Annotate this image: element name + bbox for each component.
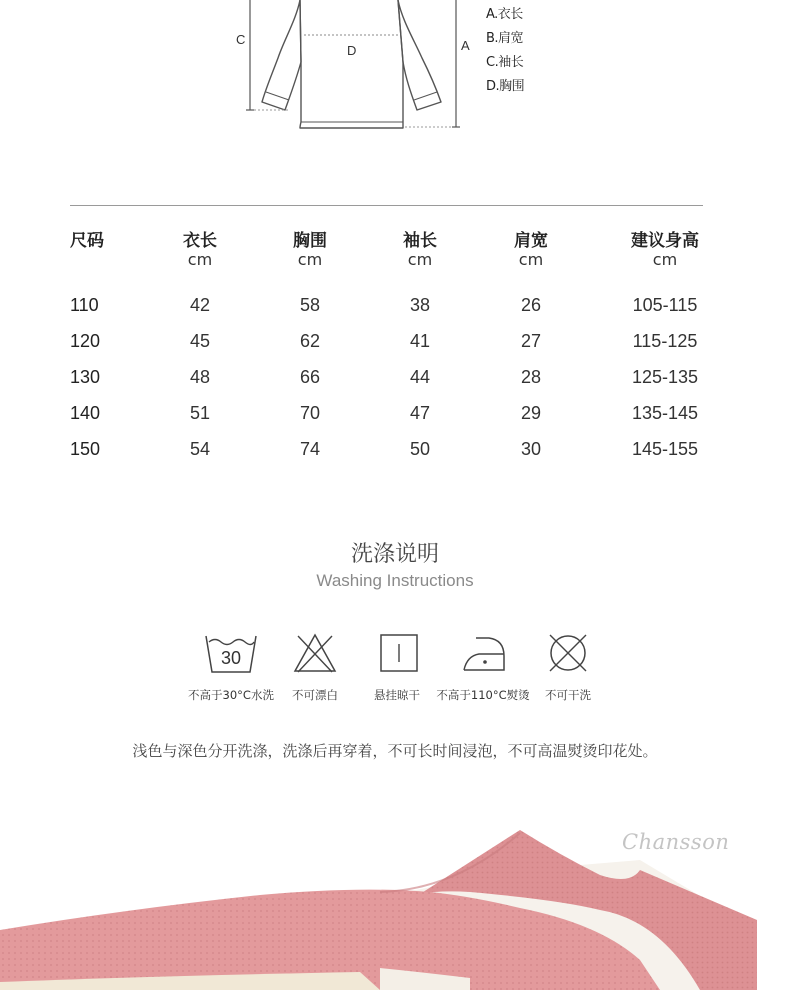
header-size: 尺码 xyxy=(70,231,104,251)
washing-note: 浅色与深色分开洗涤，洗涤后再穿着，不可长时间浸泡，不可高温熨烫印花处。 xyxy=(132,742,658,760)
table-cell: 105-115 xyxy=(632,295,698,315)
washing-subtitle: Washing Instructions xyxy=(316,571,474,590)
table-cell: 135-145 xyxy=(631,403,699,423)
table-cell: 51 xyxy=(189,403,211,423)
legend-a: A.衣长 xyxy=(486,7,523,22)
table-cell-size: 110 xyxy=(70,295,99,315)
wash-30-icon xyxy=(204,633,258,675)
legend-b: B.肩宽 xyxy=(486,31,524,46)
washing-title: 洗涤说明 xyxy=(350,542,439,567)
header-length: 衣长 cm xyxy=(183,231,217,269)
header-height: 建议身高 cm xyxy=(631,231,699,269)
no-bleach-label: 不可漂白 xyxy=(292,688,338,702)
table-cell: 115-125 xyxy=(632,331,698,351)
table-cell: 50 xyxy=(409,439,431,459)
table-cell: 74 xyxy=(299,439,321,459)
table-cell: 41 xyxy=(409,331,431,351)
iron-110-label: 不高于110°C熨烫 xyxy=(436,688,530,702)
table-cell: 27 xyxy=(520,331,542,351)
table-cell: 47 xyxy=(409,403,431,423)
no-dry-clean-label: 不可干洗 xyxy=(545,688,591,702)
garment-diagram xyxy=(0,0,790,140)
legend-d: D.胸围 xyxy=(486,79,525,94)
table-cell: 26 xyxy=(520,295,542,315)
table-cell: 70 xyxy=(299,403,321,423)
header-shoulder: 肩宽 cm xyxy=(514,231,548,269)
line-dry-icon xyxy=(379,633,419,675)
product-photo xyxy=(0,800,790,990)
header-chest: 胸围 cm xyxy=(293,231,327,269)
no-bleach-icon xyxy=(292,632,338,674)
table-cell: 48 xyxy=(189,367,211,387)
brand-logo: Chansson xyxy=(622,830,730,854)
table-cell: 62 xyxy=(299,331,321,351)
iron-110-icon xyxy=(461,634,507,674)
table-cell: 28 xyxy=(520,367,542,387)
garment-body xyxy=(300,0,403,128)
no-dry-clean-icon xyxy=(547,632,589,674)
table-cell: 54 xyxy=(189,439,211,459)
table-cell: 38 xyxy=(409,295,431,315)
table-cell: 66 xyxy=(299,367,321,387)
table-cell: 145-155 xyxy=(631,439,699,459)
table-cell: 44 xyxy=(409,367,431,387)
table-cell: 58 xyxy=(299,295,321,315)
table-cell: 45 xyxy=(189,331,211,351)
table-top-divider xyxy=(70,205,703,206)
label-c: C xyxy=(236,32,246,47)
wash-temp-value: 30 xyxy=(220,648,242,668)
table-cell: 30 xyxy=(520,439,542,459)
table-cell: 125-135 xyxy=(631,367,699,387)
header-sleeve: 袖长 cm xyxy=(403,231,437,269)
legend-c: C.袖长 xyxy=(486,55,524,70)
label-a: A xyxy=(461,38,470,53)
line-dry-label: 悬挂晾干 xyxy=(374,688,420,702)
table-cell-size: 150 xyxy=(70,439,101,459)
table-cell-size: 140 xyxy=(70,403,101,423)
garment-left-sleeve xyxy=(262,0,301,110)
label-d: D xyxy=(347,43,357,58)
garment-right-sleeve xyxy=(398,0,441,110)
table-cell: 42 xyxy=(189,295,211,315)
table-cell: 29 xyxy=(520,403,542,423)
table-cell-size: 130 xyxy=(70,367,101,387)
table-cell-size: 120 xyxy=(70,331,101,351)
wash-30-label: 不高于30°C水洗 xyxy=(188,688,274,702)
